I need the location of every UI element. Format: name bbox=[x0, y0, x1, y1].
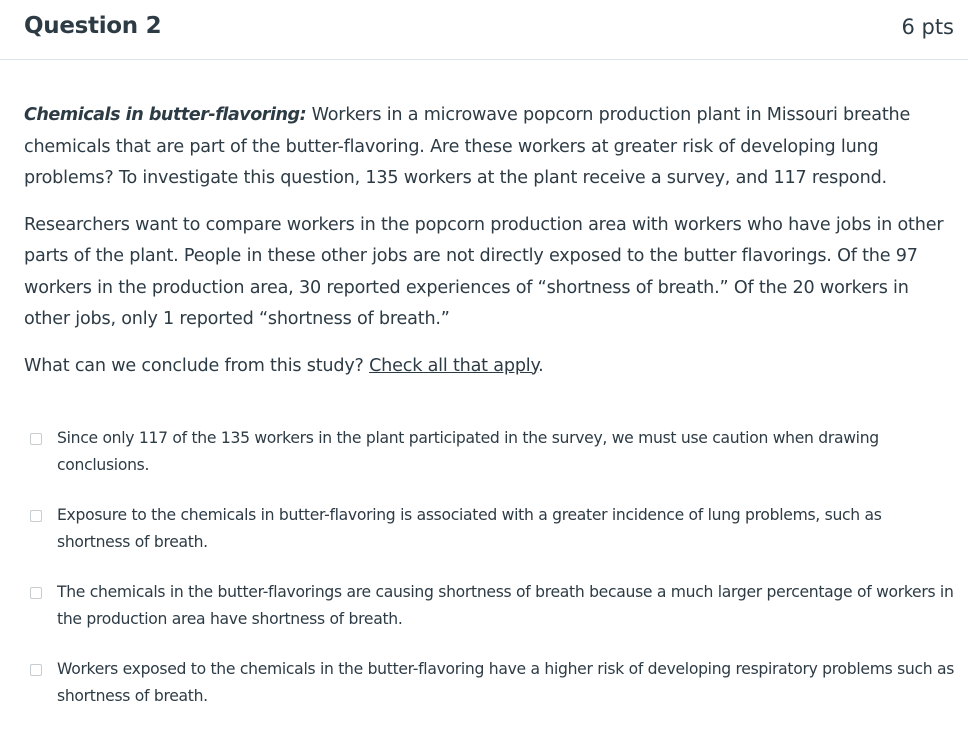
answer-label[interactable]: Workers exposed to the chemicals in the butter-flavoring have a higher risk of developing respiratory problems such as shortness of breath. bbox=[57, 660, 955, 705]
question-prompt-text: What can we conclude from this study? bbox=[24, 355, 370, 376]
question-lead: Chemicals in butter-flavoring: bbox=[24, 105, 307, 125]
answer-checkbox[interactable] bbox=[30, 587, 42, 599]
question-prompt bbox=[24, 351, 954, 383]
answer-list bbox=[30, 425, 955, 733]
answer-option[interactable] bbox=[30, 425, 955, 502]
question-prompt-suffix: . bbox=[538, 355, 544, 376]
answer-checkbox[interactable] bbox=[30, 510, 42, 522]
question-body bbox=[24, 100, 954, 397]
answer-option[interactable] bbox=[30, 656, 955, 733]
answer-label[interactable]: Since only 117 of the 135 workers in the plant participated in the survey, we must use caution when drawing conclusions. bbox=[57, 429, 879, 474]
answer-checkbox[interactable] bbox=[30, 664, 42, 676]
question-title: Question 2 bbox=[24, 13, 162, 39]
question-paragraph-1 bbox=[24, 100, 954, 195]
question-points: 6 pts bbox=[901, 15, 954, 39]
answer-label[interactable]: The chemicals in the butter-flavorings are causing shortness of breath because a much larger percentage of workers in the production area have shortness of breath. bbox=[57, 583, 954, 628]
question-paragraph-1-text: Workers in a microwave popcorn production plant in Missouri breathe chemicals that are part of the butter-flavoring. Are these workers at greater risk of developing lung problems? To investigate this question, 135 workers at the plant receive a survey, and 117 respond. bbox=[24, 105, 911, 188]
answer-option[interactable] bbox=[30, 579, 955, 656]
check-all-instruction: Check all that apply bbox=[369, 355, 539, 376]
answer-option[interactable] bbox=[30, 502, 955, 579]
question-header bbox=[0, 0, 968, 60]
answer-label[interactable]: Exposure to the chemicals in butter-flavoring is associated with a greater incidence of lung problems, such as shortness of breath. bbox=[57, 506, 882, 551]
question-paragraph-2: Researchers want to compare workers in the popcorn production area with workers who have jobs in other parts of the plant. People in these other jobs are not directly exposed to the butter flavorings. Of the 97 workers in the production area, 30 reported experiences of “shortness of breath.” Of the 20 workers in other jobs, only 1 reported “shortness of breath.” bbox=[24, 214, 944, 329]
answer-checkbox[interactable] bbox=[30, 433, 42, 445]
